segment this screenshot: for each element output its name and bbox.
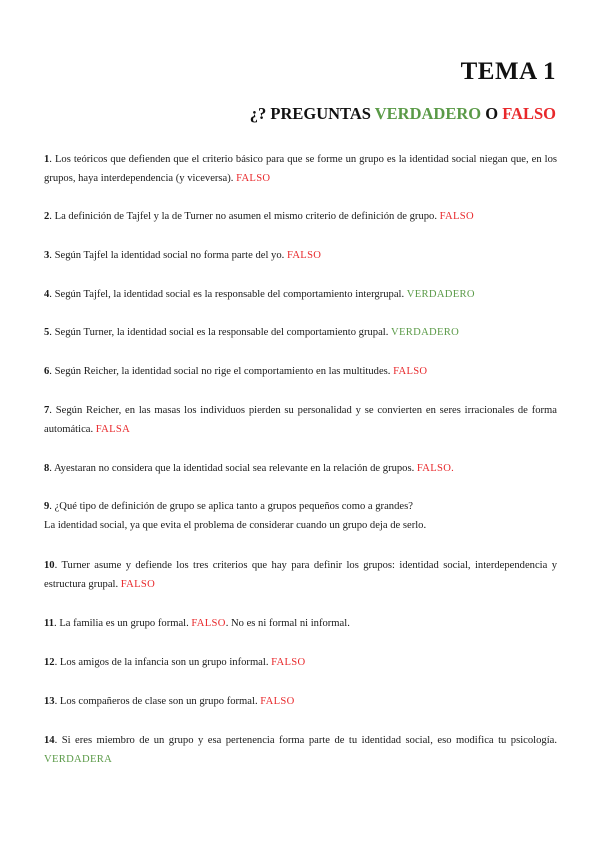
question-text: . Ayestaran no considera que la identidad social sea relevante en la relación de grupos. <box>49 463 417 474</box>
question-number: 13 <box>44 696 55 707</box>
question-text: . Los compañeros de clase son un grupo formal. <box>54 696 261 707</box>
question-number: 4 <box>44 289 50 300</box>
question-text: . Según Reicher, en las masas los individuos pierden su personalidad y se convierten en seres irracionales de forma automática. <box>44 405 557 435</box>
question-item <box>44 459 557 478</box>
subtitle-true-word: VERDADERO <box>374 104 482 123</box>
subtitle-connector: O <box>481 104 503 123</box>
question-answer: FALSO <box>393 366 428 377</box>
question-item <box>44 401 557 439</box>
question-item <box>44 556 557 594</box>
question-number: 6 <box>44 366 50 377</box>
question-number: 14 <box>44 735 55 746</box>
question-item <box>44 614 557 633</box>
question-number: 2 <box>44 211 50 222</box>
question-item <box>44 285 557 304</box>
question-text: . Según Reicher, la identidad social no rige el comportamiento en las multitudes. <box>49 366 394 377</box>
question-number: 3 <box>44 250 50 261</box>
question-item <box>44 323 557 342</box>
question-answer: VERDADERO <box>406 289 475 300</box>
question-item <box>44 246 557 265</box>
question-number: 5 <box>44 327 50 338</box>
question-item <box>44 207 557 226</box>
question-answer: FALSA <box>95 424 131 435</box>
question-number: 9 <box>44 501 50 512</box>
question-text: . Según Tajfel la identidad social no forma parte del yo. <box>49 250 287 261</box>
question-answer: FALSO <box>191 618 226 629</box>
question-number: 7 <box>44 405 50 416</box>
page-subtitle <box>250 104 556 124</box>
question-text: . Turner asume y defiende los tres criterios que hay para definir los grupos: identidad social, interdependencia y estructura grupal. <box>44 560 557 590</box>
question-text: . La definición de Tajfel y la de Turner no asumen el mismo criterio de definición de grupo. <box>49 211 440 222</box>
question-text: . La familia es un grupo formal. <box>54 618 192 629</box>
question-item <box>44 497 557 535</box>
page-title: TEMA 1 <box>460 58 556 85</box>
question-explanation: La identidad social, ya que evita el problema de considerar cuando un grupo deja de serlo. <box>44 520 427 531</box>
question-number: 10 <box>44 560 55 571</box>
question-item <box>44 362 557 381</box>
question-text: . ¿Qué tipo de definición de grupo se aplica tanto a grupos pequeños como a grandes? <box>49 501 413 512</box>
question-text: . Los amigos de la infancia son un grupo informal. <box>54 657 272 668</box>
question-item <box>44 692 557 711</box>
question-answer: FALSO <box>236 173 271 184</box>
question-answer: FALSO <box>439 211 474 222</box>
question-answer: FALSO <box>260 696 295 707</box>
question-number: 11 <box>44 618 55 629</box>
question-item <box>44 731 557 769</box>
question-number: 8 <box>44 463 50 474</box>
question-answer: VERDADERO <box>391 327 460 338</box>
question-text: . Según Turner, la identidad social es la responsable del comportamiento grupal. <box>49 327 392 338</box>
question-text: . Si eres miembro de un grupo y esa pertenencia forma parte de tu identidad social, eso modifica tu psicología. <box>54 735 557 746</box>
question-answer: FALSO <box>286 250 322 261</box>
question-item <box>44 653 557 672</box>
question-answer: VERDADERA <box>44 754 113 765</box>
question-answer: FALSO. <box>416 463 455 474</box>
subtitle-prefix: ¿? PREGUNTAS <box>249 104 375 123</box>
question-explanation: . No es ni formal ni informal. <box>225 618 350 629</box>
question-text: . Los teóricos que defienden que el criterio básico para que se forme un grupo es la identidad social niegan que, en los grupos, haya interdependencia (y viceversa). <box>44 154 557 184</box>
question-answer: FALSO <box>120 579 156 590</box>
question-answer: FALSO <box>271 657 306 668</box>
question-item <box>44 150 557 188</box>
question-text: . Según Tajfel, la identidad social es la responsable del comportamiento intergrupal. <box>49 289 407 300</box>
question-number: 1 <box>44 154 50 165</box>
question-number: 12 <box>44 657 55 668</box>
subtitle-false-word: FALSO <box>502 104 556 123</box>
